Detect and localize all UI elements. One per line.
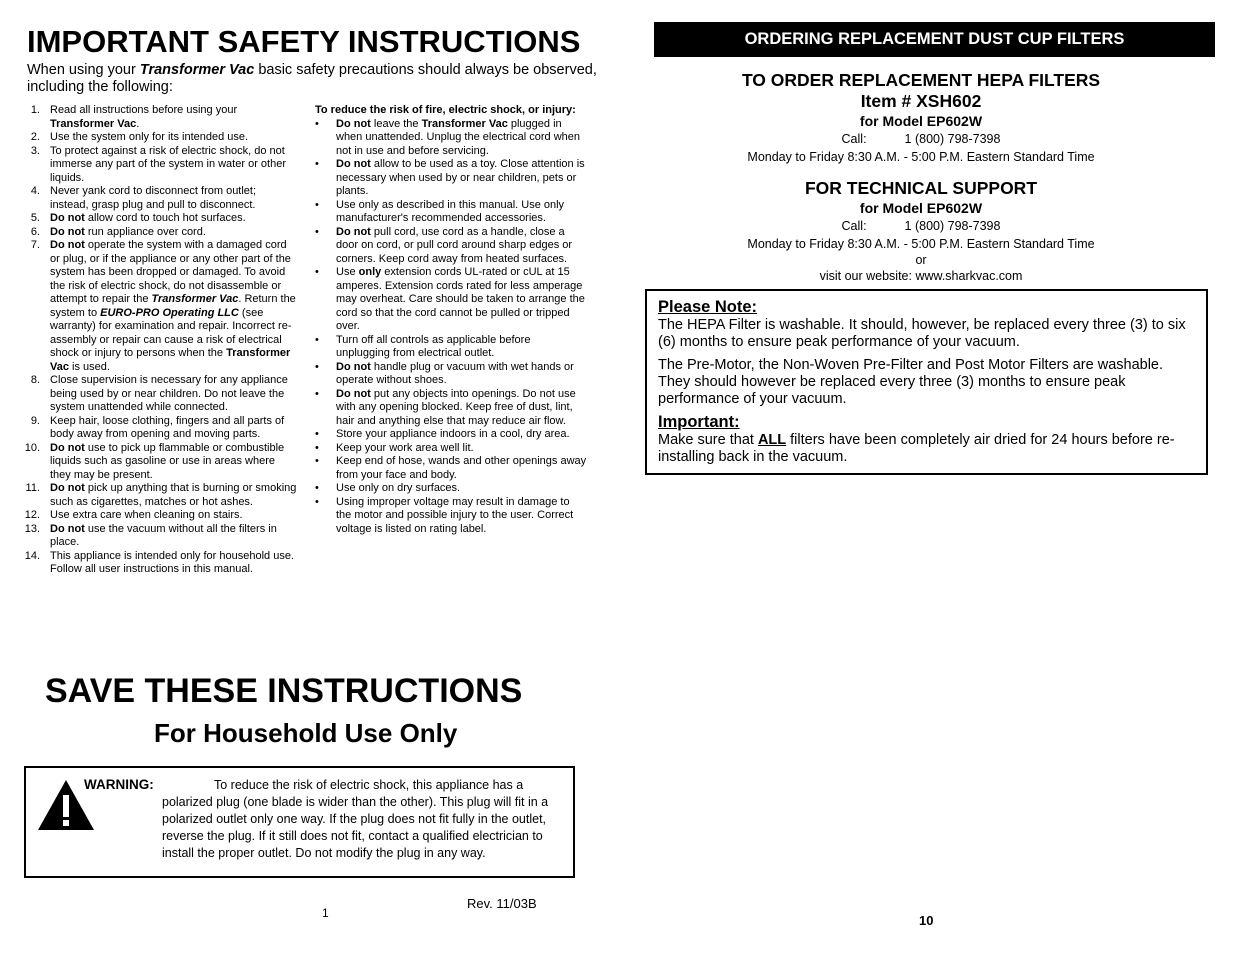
bullet-item [315, 361, 587, 388]
text-segment: is used. [68, 360, 110, 373]
bullet-item [315, 266, 587, 334]
bullet-icon: • [315, 117, 319, 130]
text-segment: run appliance over cord. [84, 225, 206, 238]
list-item [22, 523, 297, 550]
item-number: Item # XSH602 [860, 91, 982, 111]
text-segment: . Return the system to [50, 293, 296, 319]
text-segment: Do not [50, 482, 85, 494]
important-pre: Make sure that [658, 432, 758, 448]
list-number: 4. [30, 185, 40, 197]
note-paragraph-2: The Pre-Motor, the Non-Woven Pre-Filter and Post Motor Filters are washable. They should however be replaced every three (3) months to ensure peak performance of your vacuum. [658, 357, 1164, 407]
order-model: for Model EP602W [859, 113, 983, 129]
bullet-icon: • [315, 360, 319, 373]
household-use-subtitle: For Household Use Only [154, 718, 458, 748]
text-segment: Never yank cord to disconnect from outlet; instead, grasp plug and pull to disconnect. [50, 185, 257, 211]
warning-body: To reduce the risk of electric shock, this appliance has a polarized plug (one blade is wider than the other). This plug will fit in a polarized outlet only one way. If the plug does not fit fully in the outlet, reverse the plug. If it still does not fit, contact a qualified electrician to install the proper outlet. Do not modify the plug in any way. [162, 778, 549, 860]
text-segment: handle plug or vacuum with wet hands or operate without shoes. [336, 360, 574, 386]
list-item [22, 442, 297, 483]
intro-product: Transformer Vac [139, 62, 255, 78]
text-segment: Do not [336, 158, 371, 170]
support-heading: FOR TECHNICAL SUPPORT [804, 178, 1038, 198]
numbered-safety-list [22, 104, 297, 577]
or-text: or [915, 253, 927, 267]
fire-shock-section [315, 104, 587, 536]
order-hours: Monday to Friday 8:30 A.M. - 5:00 P.M. Eastern Standard Time [747, 150, 1095, 164]
text-segment: EURO-PRO Operating LLC [100, 306, 239, 319]
text-segment: Keep end of hose, wands and other openings away from your face and body. [336, 455, 587, 481]
text-segment: Read all instructions before using your [50, 104, 238, 116]
list-number: 10. [24, 441, 40, 454]
text-segment: Turn off all controls as applicable before unplugging from electrical outlet. [336, 333, 531, 359]
text-segment: extension cords UL-rated or cUL at 15 amperes. Extension cords rated for less amperage may overheat. Care should be taken to arrange the cord so that the cord cannot be pulled or tripped over. [336, 266, 585, 332]
revision-label: Rev. 11/03B [467, 896, 537, 911]
bullet-icon: • [315, 495, 319, 508]
text-segment: Using improper voltage may result in damage to the motor and possible injury to the user. Correct voltage is listed on rating label. [336, 495, 574, 535]
bullet-icon: • [315, 455, 319, 467]
list-item [22, 550, 297, 577]
text-segment: use the vacuum without all the filters in place. [50, 522, 277, 548]
support-section [654, 178, 1188, 284]
order-heading: TO ORDER REPLACEMENT HEPA FILTERS [741, 70, 1101, 90]
note-box [645, 289, 1208, 475]
list-item [22, 482, 297, 509]
bullet-item [315, 158, 587, 199]
website-text: visit our website: www.sharkvac.com [819, 269, 1023, 283]
list-item [22, 415, 297, 442]
text-segment: Do not [50, 212, 85, 224]
note-paragraph-1: The HEPA Filter is washable. It should, however, be replaced every three (3) to six (6) months to ensure peak performance of your vacuum. [658, 317, 1186, 350]
bullet-item [315, 455, 587, 482]
bullet-item [315, 428, 587, 442]
text-segment: Do not [50, 239, 85, 251]
note-content [658, 297, 1198, 466]
important-post: filters have been completely air dried for 24 hours before re-installing back in the vacuum. [658, 432, 1175, 465]
list-number: 6. [30, 225, 40, 238]
text-segment: Keep hair, loose clothing, fingers and all parts of body away from opening and moving parts. [50, 414, 285, 440]
text-segment: Do not [50, 441, 85, 454]
bullet-safety-list [315, 118, 587, 537]
list-number: 12. [24, 509, 40, 521]
text-segment: allow to be used as a toy. Close attention is necessary when used by or near children, pets or plants. [336, 158, 585, 197]
warning-text [84, 776, 564, 862]
list-item [22, 239, 297, 374]
intro-text [27, 62, 597, 96]
intro-pre: When using your [27, 62, 140, 78]
list-item [22, 374, 297, 415]
list-number: 1. [30, 104, 40, 116]
text-segment: Do not [336, 225, 371, 238]
text-segment: Use extra care when cleaning on stairs. [50, 509, 243, 521]
list-item [22, 226, 297, 240]
list-number: 2. [30, 131, 40, 143]
support-call-label: Call: [841, 219, 867, 233]
warning-box [24, 766, 575, 878]
text-segment: pull cord, use cord as a handle, close a door on cord, or pull cord around sharp edges or corners. Keep cord away from heated surfaces. [336, 225, 573, 265]
support-model: for Model EP602W [859, 200, 983, 216]
bullet-icon: • [315, 428, 319, 440]
bullet-item [315, 226, 587, 267]
text-segment: Do not [336, 360, 371, 373]
text-segment: . [136, 117, 140, 130]
list-number: 9. [30, 414, 40, 427]
text-segment: use to pick up flammable or combustible liquids such as gasoline or use in areas where they may be present. [50, 441, 285, 481]
bullet-item [315, 388, 587, 429]
bullet-item [315, 442, 587, 456]
order-phone: 1 (800) 798-7398 [904, 132, 1001, 146]
text-segment: To protect against a risk of electric shock, do not immerse any part of the system in water or other liquids. [50, 144, 286, 184]
list-item [22, 212, 297, 226]
bullet-icon: • [315, 482, 319, 494]
text-segment: Use only as described in this manual. Use only manufacturer's recommended accessories. [336, 198, 565, 224]
text-segment: Transformer Vac [151, 293, 239, 305]
order-call-label: Call: [841, 132, 867, 146]
bullet-icon: • [315, 266, 319, 278]
list-number: 3. [30, 144, 40, 157]
intro-post: basic safety precautions should always be observed, including the following: [27, 62, 597, 95]
page-number-right: 10 [919, 913, 934, 928]
list-number: 5. [30, 212, 40, 224]
fire-shock-heading: To reduce the risk of fire, electric shock, or injury: [315, 104, 576, 116]
bullet-icon: • [315, 225, 319, 238]
bullet-icon: • [315, 198, 319, 211]
list-item [22, 185, 297, 212]
support-phone: 1 (800) 798-7398 [904, 219, 1001, 233]
important-heading: Important: [658, 413, 740, 431]
save-instructions-title: SAVE THESE INSTRUCTIONS [45, 672, 523, 710]
order-call-line [654, 130, 1188, 148]
bullet-item [315, 118, 587, 159]
list-item [22, 509, 297, 523]
support-hours: Monday to Friday 8:30 A.M. - 5:00 P.M. Eastern Standard Time [747, 237, 1095, 251]
text-segment: plugged in when unattended. Unplug the electrical cord when not in use and before servicing. [336, 117, 580, 157]
warning-label: WARNING: [84, 777, 154, 792]
page-number-left: 1 [322, 906, 329, 920]
text-segment: Use only on dry surfaces. [336, 482, 461, 494]
important-all: ALL [757, 432, 787, 448]
list-number: 13. [24, 522, 40, 535]
list-number: 11. [25, 482, 40, 494]
bullet-item [315, 199, 587, 226]
list-number: 7. [30, 239, 40, 251]
important-text [658, 432, 1198, 466]
order-section [654, 70, 1188, 166]
list-item [22, 145, 297, 186]
text-segment: pick up anything that is burning or smoking such as cigarettes, matches or hot ashes. [50, 482, 297, 508]
list-number: 8. [30, 374, 40, 386]
bullet-item [315, 334, 587, 361]
please-note-heading: Please Note: [658, 298, 758, 316]
ordering-banner: ORDERING REPLACEMENT DUST CUP FILTERS [654, 22, 1215, 57]
text-segment: Transformer Vac [50, 117, 137, 130]
text-segment: Use the system only for its intended use. [50, 131, 249, 143]
bullet-item [315, 482, 587, 496]
text-segment: Do not [50, 522, 85, 535]
bullet-icon: • [315, 441, 319, 454]
text-segment: Keep your work area well lit. [336, 441, 474, 454]
text-segment: Do not [336, 387, 371, 400]
text-segment: only [358, 266, 382, 278]
text-segment: Do not [50, 225, 85, 238]
list-number: 14. [24, 549, 40, 562]
list-item [22, 131, 297, 145]
page-title: IMPORTANT SAFETY INSTRUCTIONS [27, 24, 581, 59]
text-segment: Store your appliance indoors in a cool, dry area. [336, 428, 570, 440]
list-item [22, 104, 297, 131]
text-segment: Do not [336, 117, 371, 130]
text-segment: Transformer Vac [421, 117, 508, 130]
text-segment: This appliance is intended only for household use. Follow all user instructions in this manual. [50, 549, 294, 575]
text-segment: put any objects into openings. Do not use with any opening blocked. Keep free of dust, lint, hair and anything else that may reduce air flow. [336, 387, 576, 427]
bullet-item [315, 496, 587, 537]
text-segment: Close supervision is necessary for any appliance being used by or near children. Do not leave the system unattended while connected. [50, 374, 288, 413]
text-segment: leave the [370, 117, 422, 130]
support-call-line [654, 217, 1188, 235]
bullet-icon: • [315, 387, 319, 400]
bullet-icon: • [315, 158, 319, 170]
text-segment: Transformer Vac [50, 347, 291, 373]
text-segment: Use [336, 266, 359, 278]
bullet-icon: • [315, 333, 319, 346]
text-segment: (see warranty) for examination and repair. Incorrect re-assembly or repair can cause a risk of electrical shock or injury to persons when the [50, 306, 292, 359]
text-segment: allow cord to touch hot surfaces. [84, 212, 246, 224]
text-segment: operate the system with a damaged cord or plug, or if the appliance or any other part of the system has been dropped or damaged. To avoid the risk of electric shock, do not disassemble or attempt to repair the [50, 239, 291, 305]
